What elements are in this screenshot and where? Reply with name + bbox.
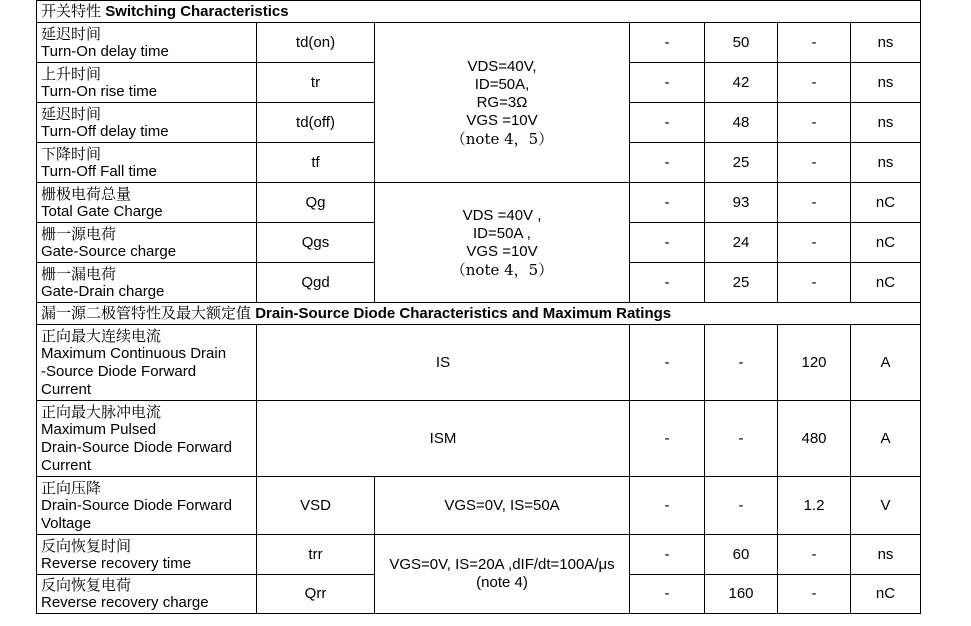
parameter-zh: 正向最大连续电流 (41, 326, 162, 345)
max-cell: - (778, 103, 851, 143)
cond-line: （note 4，5） (450, 260, 554, 279)
parameter-zh: 栅一源电荷 (41, 224, 117, 243)
symbol-cell: Qrr (257, 575, 375, 614)
characteristics-table (36, 0, 921, 614)
parameter-cell (37, 223, 257, 263)
cond-line: ID=50A , (473, 224, 531, 242)
typ-cell: 160 (705, 575, 778, 614)
parameter-zh: 栅一漏电荷 (41, 264, 117, 283)
cond-line: VGS =10V (466, 111, 538, 129)
max-cell: - (778, 23, 851, 63)
section-title (37, 303, 921, 325)
parameter-en: Maximum Continuous Drain (41, 344, 227, 362)
min-cell: - (630, 183, 705, 223)
section-title-zh: 开关特性 (41, 2, 102, 20)
parameter-en: -Source Diode Forward (41, 362, 197, 380)
section-header-switching (37, 1, 921, 23)
typ-cell: 24 (705, 223, 778, 263)
symbol-cell: VSD (257, 477, 375, 535)
parameter-cell (37, 477, 257, 535)
max-cell: - (778, 143, 851, 183)
min-cell: - (630, 143, 705, 183)
min-cell: - (630, 223, 705, 263)
typ-cell: 42 (705, 63, 778, 103)
table-row (37, 325, 921, 401)
parameter-en: Turn-On delay time (41, 42, 169, 60)
parameter-en: Turn-On rise time (41, 82, 158, 100)
cond-line: VGS=0V, IS=20A ,dIF/dt=100A/μs (389, 556, 615, 573)
test-condition-cell (375, 23, 630, 183)
test-condition-cell (375, 535, 630, 614)
test-condition-cell: VGS=0V, IS=50A (375, 477, 630, 535)
symbol-cell: tr (257, 63, 375, 103)
unit-cell: ns (851, 143, 921, 183)
parameter-en: Turn-Off Fall time (41, 162, 157, 180)
typ-cell: - (705, 401, 778, 477)
section-header-diode (37, 303, 921, 325)
symbol-cell: IS (257, 325, 630, 401)
symbol-cell: Qgd (257, 263, 375, 303)
max-cell: - (778, 535, 851, 575)
parameter-zh: 栅极电荷总量 (41, 184, 132, 203)
parameter-zh: 上升时间 (41, 64, 102, 83)
typ-cell: 25 (705, 263, 778, 303)
min-cell: - (630, 103, 705, 143)
section-title-en: Drain-Source Diode Characteristics and Maximum Ratings (255, 305, 672, 322)
max-cell: - (778, 223, 851, 263)
min-cell: - (630, 401, 705, 477)
test-condition-cell (375, 183, 630, 303)
parameter-en: Drain-Source Diode Forward (41, 496, 232, 514)
parameter-zh: 延迟时间 (41, 24, 102, 43)
min-cell: - (630, 477, 705, 535)
symbol-cell: tf (257, 143, 375, 183)
min-cell: - (630, 575, 705, 614)
min-cell: - (630, 325, 705, 401)
cond-line: (note 4) (476, 574, 528, 591)
parameter-cell (37, 143, 257, 183)
table-row (37, 183, 921, 223)
table-row (37, 401, 921, 477)
section-title (37, 1, 921, 23)
parameter-cell (37, 263, 257, 303)
min-cell: - (630, 263, 705, 303)
max-cell: - (778, 183, 851, 223)
parameter-zh: 下降时间 (41, 144, 102, 163)
parameter-en: Current (41, 456, 92, 474)
parameter-en: Current (41, 380, 92, 398)
unit-cell: nC (851, 263, 921, 303)
min-cell: - (630, 23, 705, 63)
unit-cell: ns (851, 63, 921, 103)
parameter-cell (37, 401, 257, 477)
parameter-en: Turn-Off delay time (41, 122, 169, 140)
symbol-cell: Qg (257, 183, 375, 223)
section-title-en: Switching Characteristics (105, 3, 289, 20)
parameter-zh: 反向恢复电荷 (41, 576, 132, 594)
symbol-cell: ISM (257, 401, 630, 477)
min-cell: - (630, 63, 705, 103)
parameter-en: Reverse recovery time (41, 554, 192, 572)
unit-cell: nC (851, 575, 921, 614)
max-cell: - (778, 263, 851, 303)
cond-line: VDS =40V , (462, 206, 542, 224)
unit-cell: ns (851, 103, 921, 143)
section-title-zh: 漏一源二极管特性及最大额定值 (41, 304, 252, 322)
max-cell: 480 (778, 401, 851, 477)
symbol-cell: trr (257, 535, 375, 575)
cond-line: （note 4，5） (450, 129, 554, 148)
parameter-en: Reverse recovery charge (41, 594, 209, 611)
parameter-en: Voltage (41, 514, 92, 532)
parameter-en: Total Gate Charge (41, 202, 163, 220)
parameter-cell (37, 575, 257, 614)
parameter-en: Drain-Source Diode Forward (41, 438, 232, 456)
parameter-zh: 正向最大脉冲电流 (41, 402, 162, 421)
cond-line: VGS =10V (466, 242, 538, 260)
parameter-en: Gate-Source charge (41, 242, 177, 260)
parameter-cell (37, 535, 257, 575)
max-cell: 1.2 (778, 477, 851, 535)
typ-cell: 50 (705, 23, 778, 63)
table-row (37, 477, 921, 535)
cond-line: VDS=40V, (467, 57, 537, 75)
table-row (37, 535, 921, 575)
typ-cell: 48 (705, 103, 778, 143)
typ-cell: 25 (705, 143, 778, 183)
unit-cell: ns (851, 535, 921, 575)
unit-cell: nC (851, 223, 921, 263)
parameter-cell (37, 63, 257, 103)
typ-cell: - (705, 477, 778, 535)
parameter-cell (37, 23, 257, 63)
unit-cell: A (851, 325, 921, 401)
parameter-zh: 反向恢复时间 (41, 536, 132, 555)
parameter-cell (37, 103, 257, 143)
unit-cell: nC (851, 183, 921, 223)
max-cell: - (778, 575, 851, 614)
parameter-cell (37, 325, 257, 401)
unit-cell: V (851, 477, 921, 535)
unit-cell: A (851, 401, 921, 477)
parameter-cell (37, 183, 257, 223)
cond-line: RG=3Ω (476, 93, 528, 111)
parameter-zh: 延迟时间 (41, 104, 102, 123)
table-row (37, 23, 921, 63)
unit-cell: ns (851, 23, 921, 63)
symbol-cell: td(on) (257, 23, 375, 63)
cond-line: ID=50A, (474, 75, 530, 93)
typ-cell: 93 (705, 183, 778, 223)
min-cell: - (630, 535, 705, 575)
parameter-en: Gate-Drain charge (41, 282, 165, 300)
parameter-en: Maximum Pulsed (41, 420, 157, 438)
parameter-zh: 正向压降 (41, 478, 102, 497)
symbol-cell: td(off) (257, 103, 375, 143)
typ-cell: 60 (705, 535, 778, 575)
max-cell: 120 (778, 325, 851, 401)
max-cell: - (778, 63, 851, 103)
symbol-cell: Qgs (257, 223, 375, 263)
typ-cell: - (705, 325, 778, 401)
